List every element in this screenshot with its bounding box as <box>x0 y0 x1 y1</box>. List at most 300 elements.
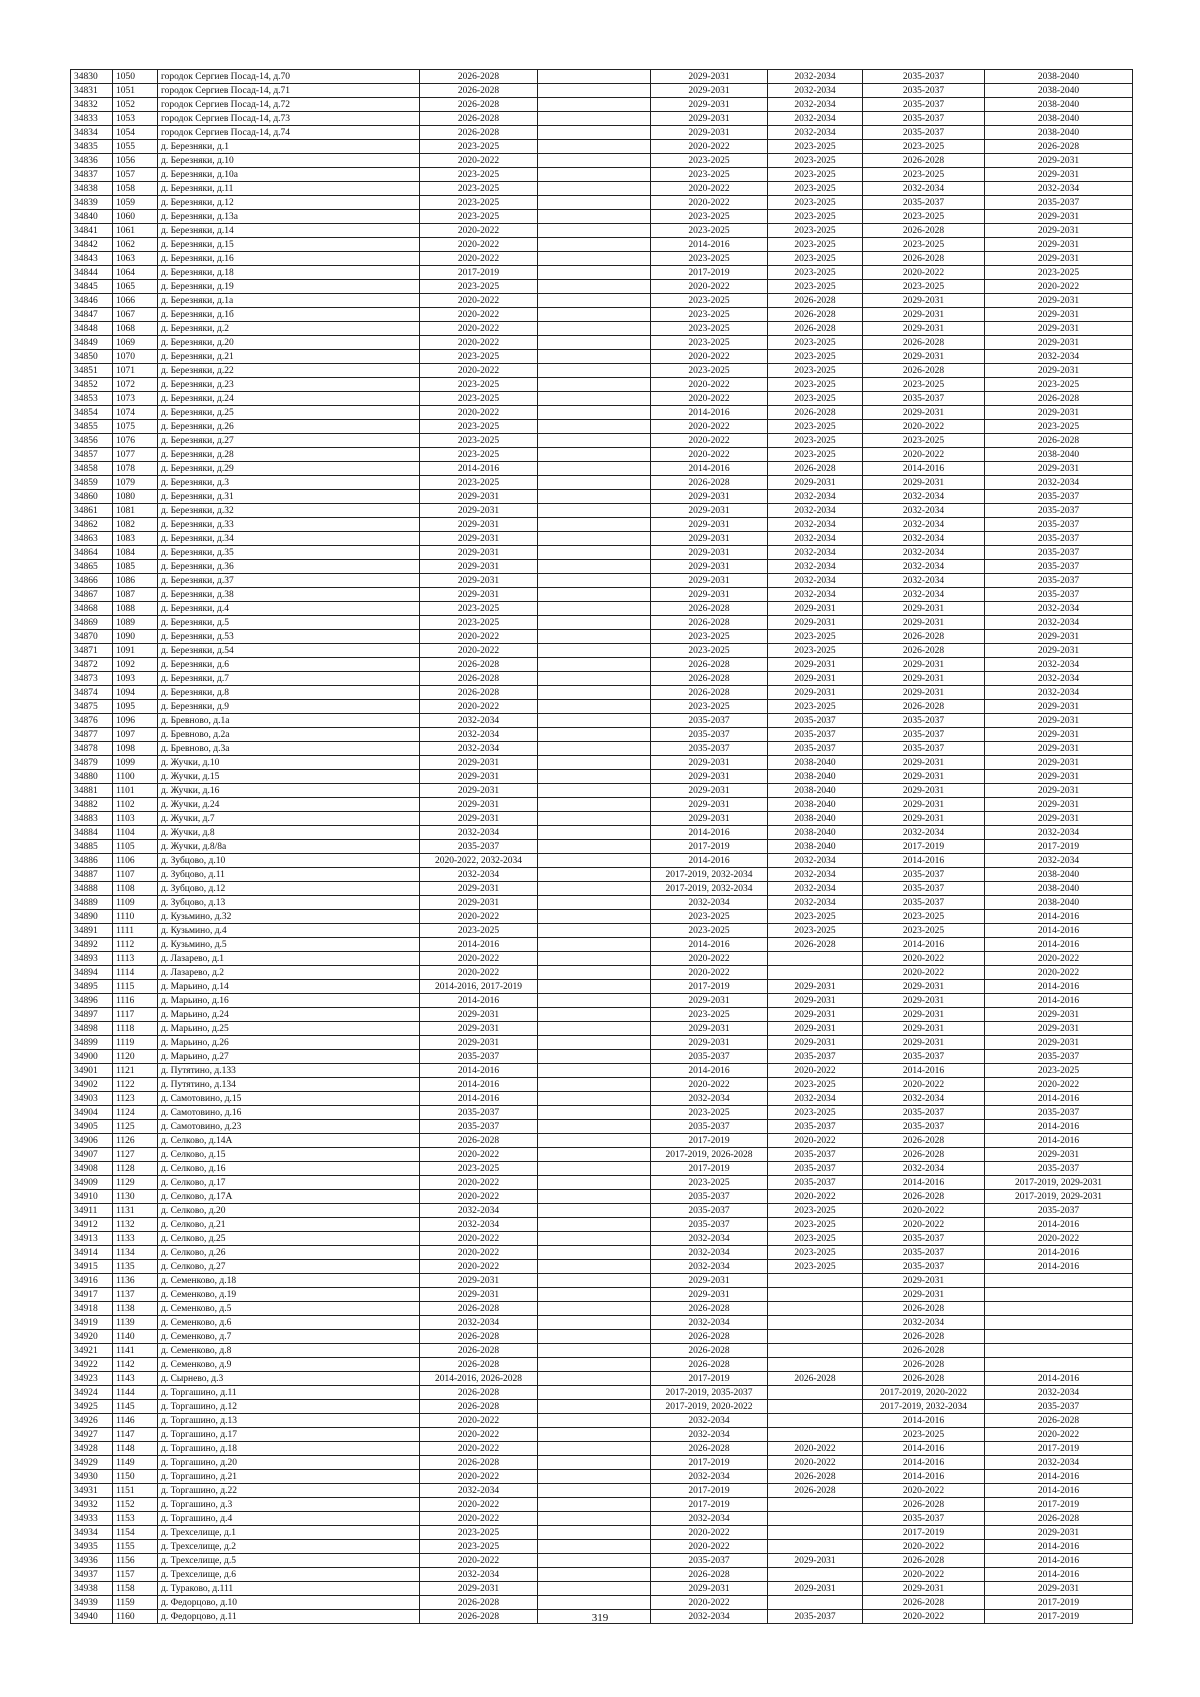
row-number-cell: 34855 <box>71 420 113 434</box>
table-row <box>71 658 1133 672</box>
period-col-3-cell: 2029-2031 <box>651 798 768 812</box>
house-number-cell: 1096 <box>113 714 158 728</box>
row-number-cell: 34843 <box>71 252 113 266</box>
address-cell: д. Марьино, д.25 <box>158 1022 420 1036</box>
table-row <box>71 910 1133 924</box>
period-col-2-cell <box>538 1106 651 1120</box>
period-col-1-cell: 2023-2025 <box>420 182 538 196</box>
period-col-5-cell: 2035-2037 <box>863 84 985 98</box>
period-col-4-cell: 2032-2034 <box>768 1092 863 1106</box>
period-col-6-cell: 2014-2016 <box>985 1134 1133 1148</box>
period-col-4-cell: 2023-2025 <box>768 140 863 154</box>
row-number-cell: 34878 <box>71 742 113 756</box>
period-col-6-cell <box>985 1302 1133 1316</box>
row-number-cell: 34888 <box>71 882 113 896</box>
address-cell: д. Селково, д.20 <box>158 1204 420 1218</box>
period-col-6-cell <box>985 1344 1133 1358</box>
house-number-cell: 1118 <box>113 1022 158 1036</box>
house-number-cell: 1062 <box>113 238 158 252</box>
table-row <box>71 924 1133 938</box>
period-col-2-cell <box>538 210 651 224</box>
house-number-cell: 1093 <box>113 672 158 686</box>
period-col-4-cell: 2023-2025 <box>768 1260 863 1274</box>
house-number-cell: 1117 <box>113 1008 158 1022</box>
table-row <box>71 1330 1133 1344</box>
house-number-cell: 1080 <box>113 490 158 504</box>
period-col-1-cell: 2023-2025 <box>420 140 538 154</box>
row-number-cell: 34925 <box>71 1400 113 1414</box>
address-cell: д. Торгашино, д.12 <box>158 1400 420 1414</box>
period-col-4-cell: 2023-2025 <box>768 350 863 364</box>
period-col-4-cell: 2023-2025 <box>768 1204 863 1218</box>
period-col-6-cell: 2014-2016 <box>985 1554 1133 1568</box>
row-number-cell: 34887 <box>71 868 113 882</box>
period-col-3-cell: 2017-2019 <box>651 1162 768 1176</box>
period-col-5-cell: 2029-2031 <box>863 616 985 630</box>
period-col-5-cell: 2020-2022 <box>863 420 985 434</box>
row-number-cell: 34857 <box>71 448 113 462</box>
period-col-3-cell: 2020-2022 <box>651 392 768 406</box>
row-number-cell: 34905 <box>71 1120 113 1134</box>
period-col-4-cell <box>768 1498 863 1512</box>
period-col-3-cell: 2035-2037 <box>651 1190 768 1204</box>
period-col-5-cell: 2023-2025 <box>863 168 985 182</box>
house-number-cell: 1056 <box>113 154 158 168</box>
row-number-cell: 34856 <box>71 434 113 448</box>
address-cell: д. Березняки, д.54 <box>158 644 420 658</box>
address-cell: д. Березняки, д.34 <box>158 532 420 546</box>
period-col-5-cell: 2029-2031 <box>863 406 985 420</box>
period-col-2-cell <box>538 700 651 714</box>
address-cell: д. Березняки, д.31 <box>158 490 420 504</box>
period-col-4-cell: 2032-2034 <box>768 490 863 504</box>
table-row <box>71 1358 1133 1372</box>
period-col-6-cell: 2035-2037 <box>985 518 1133 532</box>
period-col-2-cell <box>538 756 651 770</box>
table-row <box>71 476 1133 490</box>
period-col-5-cell: 2035-2037 <box>863 392 985 406</box>
table-row <box>71 700 1133 714</box>
period-col-5-cell: 2023-2025 <box>863 434 985 448</box>
house-number-cell: 1079 <box>113 476 158 490</box>
period-col-6-cell <box>985 1288 1133 1302</box>
period-col-5-cell: 2029-2031 <box>863 658 985 672</box>
period-col-5-cell: 2035-2037 <box>863 742 985 756</box>
period-col-4-cell: 2038-2040 <box>768 756 863 770</box>
period-col-5-cell: 2029-2031 <box>863 1582 985 1596</box>
period-col-6-cell: 2020-2022 <box>985 952 1133 966</box>
period-col-4-cell: 2032-2034 <box>768 882 863 896</box>
house-number-cell: 1139 <box>113 1316 158 1330</box>
house-number-cell: 1144 <box>113 1386 158 1400</box>
period-col-4-cell <box>768 1414 863 1428</box>
period-col-1-cell: 2032-2034 <box>420 742 538 756</box>
row-number-cell: 34911 <box>71 1204 113 1218</box>
period-col-5-cell: 2023-2025 <box>863 280 985 294</box>
period-col-4-cell: 2029-2031 <box>768 1036 863 1050</box>
period-col-2-cell <box>538 1442 651 1456</box>
address-cell: городок Сергиев Посад-14, д.73 <box>158 112 420 126</box>
period-col-5-cell: 2029-2031 <box>863 308 985 322</box>
period-col-5-cell: 2029-2031 <box>863 1274 985 1288</box>
address-cell: д. Марьино, д.26 <box>158 1036 420 1050</box>
period-col-5-cell: 2026-2028 <box>863 1148 985 1162</box>
period-col-6-cell: 2038-2040 <box>985 868 1133 882</box>
period-col-4-cell: 2023-2025 <box>768 252 863 266</box>
period-col-1-cell: 2032-2034 <box>420 1204 538 1218</box>
period-col-4-cell: 2023-2025 <box>768 238 863 252</box>
address-cell: д. Торгашино, д.18 <box>158 1442 420 1456</box>
period-col-2-cell <box>538 868 651 882</box>
period-col-5-cell: 2017-2019, 2020-2022 <box>863 1386 985 1400</box>
period-col-1-cell: 2026-2028 <box>420 1330 538 1344</box>
period-col-1-cell: 2032-2034 <box>420 728 538 742</box>
period-col-5-cell: 2026-2028 <box>863 1358 985 1372</box>
period-col-2-cell <box>538 938 651 952</box>
period-col-2-cell <box>538 616 651 630</box>
period-col-1-cell: 2020-2022 <box>420 1428 538 1442</box>
period-col-2-cell <box>538 1400 651 1414</box>
row-number-cell: 34846 <box>71 294 113 308</box>
period-col-3-cell: 2017-2019 <box>651 840 768 854</box>
period-col-2-cell <box>538 1498 651 1512</box>
period-col-6-cell: 2029-2031 <box>985 252 1133 266</box>
period-col-3-cell: 2020-2022 <box>651 952 768 966</box>
period-col-2-cell <box>538 728 651 742</box>
period-col-6-cell: 2026-2028 <box>985 140 1133 154</box>
address-cell: д. Торгашино, д.17 <box>158 1428 420 1442</box>
address-cell: д. Жучки, д.8 <box>158 826 420 840</box>
period-col-1-cell: 2020-2022 <box>420 952 538 966</box>
period-col-6-cell: 2023-2025 <box>985 420 1133 434</box>
period-col-3-cell: 2023-2025 <box>651 210 768 224</box>
period-col-6-cell: 2038-2040 <box>985 448 1133 462</box>
period-col-3-cell: 2026-2028 <box>651 672 768 686</box>
period-col-5-cell: 2035-2037 <box>863 126 985 140</box>
period-col-1-cell: 2017-2019 <box>420 266 538 280</box>
period-col-2-cell <box>538 336 651 350</box>
address-cell: д. Торгашино, д.11 <box>158 1386 420 1400</box>
period-col-1-cell: 2020-2022, 2032-2034 <box>420 854 538 868</box>
period-col-1-cell: 2029-2031 <box>420 1274 538 1288</box>
address-cell: д. Березняки, д.35 <box>158 546 420 560</box>
period-col-1-cell: 2026-2028 <box>420 1610 538 1624</box>
period-col-1-cell: 2020-2022 <box>420 1190 538 1204</box>
period-col-6-cell <box>985 1316 1133 1330</box>
address-cell: городок Сергиев Посад-14, д.74 <box>158 126 420 140</box>
period-col-1-cell: 2029-2031 <box>420 896 538 910</box>
period-col-3-cell: 2020-2022 <box>651 434 768 448</box>
row-number-cell: 34868 <box>71 602 113 616</box>
table-row <box>71 378 1133 392</box>
period-col-6-cell: 2017-2019 <box>985 1610 1133 1624</box>
period-col-5-cell: 2026-2028 <box>863 1190 985 1204</box>
period-col-3-cell: 2029-2031 <box>651 1036 768 1050</box>
period-col-1-cell: 2020-2022 <box>420 336 538 350</box>
period-col-5-cell: 2035-2037 <box>863 98 985 112</box>
period-col-5-cell: 2026-2028 <box>863 1302 985 1316</box>
row-number-cell: 34851 <box>71 364 113 378</box>
period-col-5-cell: 2035-2037 <box>863 1246 985 1260</box>
period-col-2-cell <box>538 840 651 854</box>
table-row <box>71 1442 1133 1456</box>
row-number-cell: 34883 <box>71 812 113 826</box>
period-col-6-cell <box>985 1358 1133 1372</box>
period-col-4-cell <box>768 1512 863 1526</box>
address-cell: д. Торгашино, д.22 <box>158 1484 420 1498</box>
period-col-6-cell: 2029-2031 <box>985 700 1133 714</box>
period-col-4-cell: 2035-2037 <box>768 1120 863 1134</box>
table-row <box>71 1456 1133 1470</box>
period-col-3-cell: 2032-2034 <box>651 1092 768 1106</box>
house-number-cell: 1143 <box>113 1372 158 1386</box>
house-number-cell: 1132 <box>113 1218 158 1232</box>
period-col-1-cell: 2023-2025 <box>420 392 538 406</box>
period-col-1-cell: 2029-2031 <box>420 1008 538 1022</box>
period-col-1-cell: 2020-2022 <box>420 238 538 252</box>
period-col-4-cell: 2029-2031 <box>768 602 863 616</box>
period-col-4-cell: 2035-2037 <box>768 728 863 742</box>
row-number-cell: 34877 <box>71 728 113 742</box>
period-col-6-cell: 2032-2034 <box>985 602 1133 616</box>
table-row <box>71 868 1133 882</box>
period-col-6-cell: 2029-2031 <box>985 168 1133 182</box>
table-row <box>71 336 1133 350</box>
period-col-3-cell: 2020-2022 <box>651 1540 768 1554</box>
period-col-6-cell: 2014-2016 <box>985 1120 1133 1134</box>
period-col-2-cell <box>538 462 651 476</box>
row-number-cell: 34863 <box>71 532 113 546</box>
row-number-cell: 34875 <box>71 700 113 714</box>
row-number-cell: 34870 <box>71 630 113 644</box>
period-col-2-cell <box>538 1358 651 1372</box>
period-col-1-cell: 2014-2016 <box>420 938 538 952</box>
row-number-cell: 34841 <box>71 224 113 238</box>
period-col-3-cell: 2014-2016 <box>651 854 768 868</box>
house-number-cell: 1114 <box>113 966 158 980</box>
row-number-cell: 34850 <box>71 350 113 364</box>
table-row <box>71 1540 1133 1554</box>
period-col-1-cell: 2035-2037 <box>420 840 538 854</box>
house-number-cell: 1126 <box>113 1134 158 1148</box>
row-number-cell: 34936 <box>71 1554 113 1568</box>
table-row <box>71 588 1133 602</box>
address-cell: д. Кузьмино, д.5 <box>158 938 420 952</box>
address-cell: д. Торгашино, д.13 <box>158 1414 420 1428</box>
address-cell: д. Березняки, д.11 <box>158 182 420 196</box>
period-col-1-cell: 2029-2031 <box>420 770 538 784</box>
table-row <box>71 1232 1133 1246</box>
period-col-1-cell: 2026-2028 <box>420 1134 538 1148</box>
period-col-4-cell: 2026-2028 <box>768 322 863 336</box>
row-number-cell: 34865 <box>71 560 113 574</box>
row-number-cell: 34931 <box>71 1484 113 1498</box>
period-col-5-cell: 2032-2034 <box>863 504 985 518</box>
row-number-cell: 34934 <box>71 1526 113 1540</box>
period-col-6-cell: 2029-2031 <box>985 154 1133 168</box>
period-col-1-cell: 2020-2022 <box>420 322 538 336</box>
period-col-6-cell: 2020-2022 <box>985 1078 1133 1092</box>
period-col-1-cell: 2023-2025 <box>420 350 538 364</box>
address-cell: д. Зубцово, д.13 <box>158 896 420 910</box>
period-col-3-cell: 2029-2031 <box>651 784 768 798</box>
address-cell: д. Трехселище, д.1 <box>158 1526 420 1540</box>
address-cell: д. Торгашино, д.20 <box>158 1456 420 1470</box>
row-number-cell: 34924 <box>71 1386 113 1400</box>
period-col-6-cell: 2035-2037 <box>985 1106 1133 1120</box>
house-number-cell: 1148 <box>113 1442 158 1456</box>
table-row <box>71 798 1133 812</box>
table-row <box>71 840 1133 854</box>
table-row <box>71 1274 1133 1288</box>
period-col-4-cell: 2023-2025 <box>768 364 863 378</box>
house-number-cell: 1091 <box>113 644 158 658</box>
table-row <box>71 1022 1133 1036</box>
period-col-2-cell <box>538 952 651 966</box>
table-row <box>71 770 1133 784</box>
period-col-4-cell: 2035-2037 <box>768 1148 863 1162</box>
table-row <box>71 406 1133 420</box>
period-col-5-cell: 2026-2028 <box>863 252 985 266</box>
period-col-6-cell: 2014-2016 <box>985 1568 1133 1582</box>
period-col-6-cell: 2017-2019 <box>985 1498 1133 1512</box>
period-col-1-cell: 2014-2016 <box>420 1092 538 1106</box>
period-col-4-cell: 2020-2022 <box>768 1456 863 1470</box>
row-number-cell: 34915 <box>71 1260 113 1274</box>
period-col-4-cell <box>768 1540 863 1554</box>
row-number-cell: 34901 <box>71 1064 113 1078</box>
table-row <box>71 1428 1133 1442</box>
period-col-5-cell: 2035-2037 <box>863 896 985 910</box>
period-col-5-cell: 2014-2016 <box>863 1456 985 1470</box>
period-col-1-cell: 2029-2031 <box>420 588 538 602</box>
period-col-5-cell: 2029-2031 <box>863 784 985 798</box>
period-col-5-cell: 2035-2037 <box>863 196 985 210</box>
period-col-6-cell: 2017-2019 <box>985 1596 1133 1610</box>
row-number-cell: 34848 <box>71 322 113 336</box>
period-col-3-cell: 2023-2025 <box>651 1176 768 1190</box>
period-col-3-cell: 2026-2028 <box>651 1568 768 1582</box>
table-row <box>71 1134 1133 1148</box>
table-row <box>71 308 1133 322</box>
period-col-4-cell: 2032-2034 <box>768 70 863 84</box>
period-col-1-cell: 2020-2022 <box>420 700 538 714</box>
period-col-3-cell: 2023-2025 <box>651 322 768 336</box>
period-col-5-cell: 2020-2022 <box>863 448 985 462</box>
table-row <box>71 532 1133 546</box>
row-number-cell: 34907 <box>71 1148 113 1162</box>
period-col-5-cell: 2029-2031 <box>863 756 985 770</box>
house-number-cell: 1087 <box>113 588 158 602</box>
period-col-4-cell: 2035-2037 <box>768 1162 863 1176</box>
table-row <box>71 182 1133 196</box>
house-number-cell: 1089 <box>113 616 158 630</box>
address-cell: д. Жучки, д.8/8а <box>158 840 420 854</box>
address-cell: д. Березняки, д.29 <box>158 462 420 476</box>
period-col-3-cell: 2032-2034 <box>651 1414 768 1428</box>
period-col-1-cell: 2026-2028 <box>420 70 538 84</box>
period-col-2-cell <box>538 1204 651 1218</box>
table-row <box>71 322 1133 336</box>
period-col-4-cell <box>768 1596 863 1610</box>
row-number-cell: 34940 <box>71 1610 113 1624</box>
period-col-3-cell: 2023-2025 <box>651 252 768 266</box>
period-col-5-cell: 2014-2016 <box>863 1442 985 1456</box>
period-col-4-cell: 2023-2025 <box>768 644 863 658</box>
period-col-4-cell: 2026-2028 <box>768 1372 863 1386</box>
period-col-6-cell: 2029-2031 <box>985 322 1133 336</box>
period-col-1-cell: 2026-2028 <box>420 658 538 672</box>
period-col-4-cell: 2026-2028 <box>768 1470 863 1484</box>
period-col-1-cell: 2023-2025 <box>420 616 538 630</box>
period-col-5-cell: 2029-2031 <box>863 812 985 826</box>
address-cell: д. Березняки, д.10 <box>158 154 420 168</box>
period-col-1-cell: 2029-2031 <box>420 532 538 546</box>
period-col-4-cell <box>768 1344 863 1358</box>
period-col-2-cell <box>538 1190 651 1204</box>
period-col-1-cell: 2020-2022 <box>420 308 538 322</box>
period-col-6-cell: 2029-2031 <box>985 224 1133 238</box>
table-row <box>71 1526 1133 1540</box>
period-col-2-cell <box>538 672 651 686</box>
address-cell: д. Федорцово, д.11 <box>158 1610 420 1624</box>
row-number-cell: 34935 <box>71 1540 113 1554</box>
period-col-6-cell: 2032-2034 <box>985 854 1133 868</box>
period-col-4-cell: 2038-2040 <box>768 812 863 826</box>
table-row <box>71 1204 1133 1218</box>
row-number-cell: 34921 <box>71 1344 113 1358</box>
period-col-5-cell: 2014-2016 <box>863 462 985 476</box>
house-number-cell: 1130 <box>113 1190 158 1204</box>
address-cell: д. Березняки, д.3 <box>158 476 420 490</box>
period-col-1-cell: 2026-2028 <box>420 126 538 140</box>
period-col-1-cell: 2020-2022 <box>420 1232 538 1246</box>
period-col-2-cell <box>538 1022 651 1036</box>
period-col-4-cell: 2023-2025 <box>768 1078 863 1092</box>
period-col-1-cell: 2029-2031 <box>420 784 538 798</box>
row-number-cell: 34922 <box>71 1358 113 1372</box>
address-cell: д. Торгашино, д.4 <box>158 1512 420 1526</box>
period-col-6-cell: 2029-2031 <box>985 630 1133 644</box>
row-number-cell: 34909 <box>71 1176 113 1190</box>
period-col-5-cell: 2020-2022 <box>863 1540 985 1554</box>
period-col-5-cell: 2020-2022 <box>863 1218 985 1232</box>
row-number-cell: 34926 <box>71 1414 113 1428</box>
row-number-cell: 34892 <box>71 938 113 952</box>
address-cell: д. Березняки, д.24 <box>158 392 420 406</box>
period-col-5-cell: 2029-2031 <box>863 476 985 490</box>
period-col-2-cell <box>538 1134 651 1148</box>
period-col-3-cell: 2029-2031 <box>651 70 768 84</box>
row-number-cell: 34860 <box>71 490 113 504</box>
row-number-cell: 34895 <box>71 980 113 994</box>
period-col-2-cell <box>538 1050 651 1064</box>
address-cell: д. Торгашино, д.3 <box>158 1498 420 1512</box>
table-row <box>71 1512 1133 1526</box>
period-col-4-cell: 2023-2025 <box>768 630 863 644</box>
period-col-4-cell: 2029-2031 <box>768 1022 863 1036</box>
house-number-cell: 1108 <box>113 882 158 896</box>
period-col-4-cell: 2023-2025 <box>768 336 863 350</box>
house-number-cell: 1115 <box>113 980 158 994</box>
period-col-5-cell: 2032-2034 <box>863 1316 985 1330</box>
period-col-5-cell: 2020-2022 <box>863 1484 985 1498</box>
period-col-5-cell: 2023-2025 <box>863 910 985 924</box>
period-col-1-cell: 2023-2025 <box>420 476 538 490</box>
period-col-3-cell: 2026-2028 <box>651 602 768 616</box>
period-col-4-cell: 2023-2025 <box>768 154 863 168</box>
table-row <box>71 392 1133 406</box>
